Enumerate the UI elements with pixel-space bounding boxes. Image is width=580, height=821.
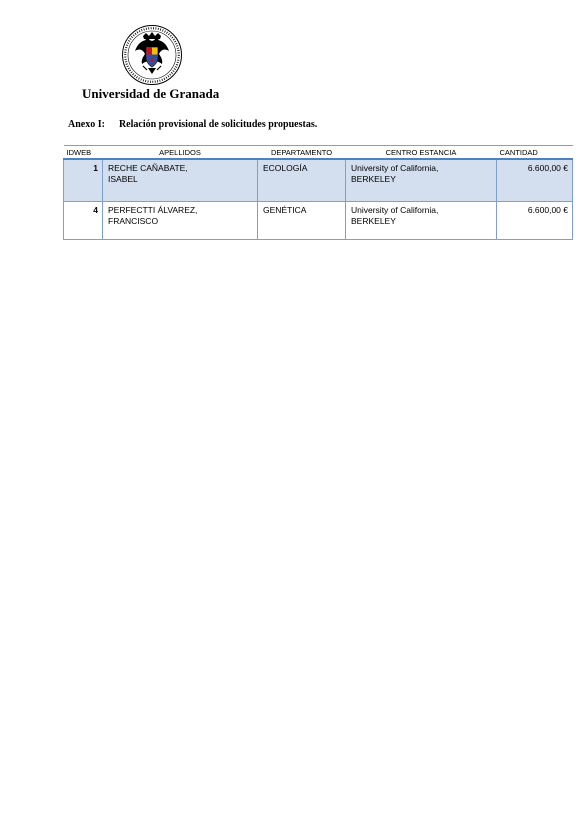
cell-apellidos-line1: PERFECTTI ÁLVAREZ, — [108, 204, 198, 215]
cell-centro-line1: University of California, — [351, 163, 439, 173]
table-header-row — [64, 146, 573, 160]
cell-cantidad: 6.600,00 € — [497, 159, 573, 201]
cell-idweb: 1 — [64, 159, 103, 201]
annex-label: Anexo I: — [68, 119, 105, 130]
cell-idweb: 4 — [64, 201, 103, 239]
cell-departamento: ECOLOGÍA — [258, 159, 346, 201]
cell-centro-line2: BERKELEY — [351, 215, 396, 226]
cell-cantidad: 6.600,00 € — [497, 201, 573, 239]
university-seal-icon — [121, 24, 183, 86]
cell-centro-estancia — [346, 159, 497, 201]
cell-apellidos-line2: FRANCISCO — [108, 215, 159, 226]
table-row — [64, 201, 573, 239]
cell-apellidos — [103, 159, 258, 201]
annex-title: Relación provisional de solicitudes propuestas. — [118, 119, 318, 130]
cell-apellidos — [103, 201, 258, 239]
cell-centro-line2: BERKELEY — [351, 174, 396, 184]
cell-apellidos-line2: ISABEL — [108, 174, 138, 184]
university-name: Universidad de Granada — [82, 86, 220, 101]
column-header-idweb: IDWEB — [64, 146, 103, 160]
cell-departamento: GENÉTICA — [258, 201, 346, 239]
annex-heading — [68, 119, 317, 130]
column-header-cantidad: CANTIDAD — [497, 146, 573, 160]
cell-apellidos-line1: RECHE CAÑABATE, — [108, 163, 188, 173]
table-row — [64, 159, 573, 201]
column-header-apellidos: APELLIDOS — [103, 146, 258, 160]
column-header-centro-estancia: CENTRO ESTANCIA — [346, 146, 497, 160]
cell-centro-estancia — [346, 201, 497, 239]
column-header-departamento: DEPARTAMENTO — [258, 146, 346, 160]
cell-centro-line1: University of California, — [351, 204, 439, 215]
proposals-table — [63, 145, 573, 240]
